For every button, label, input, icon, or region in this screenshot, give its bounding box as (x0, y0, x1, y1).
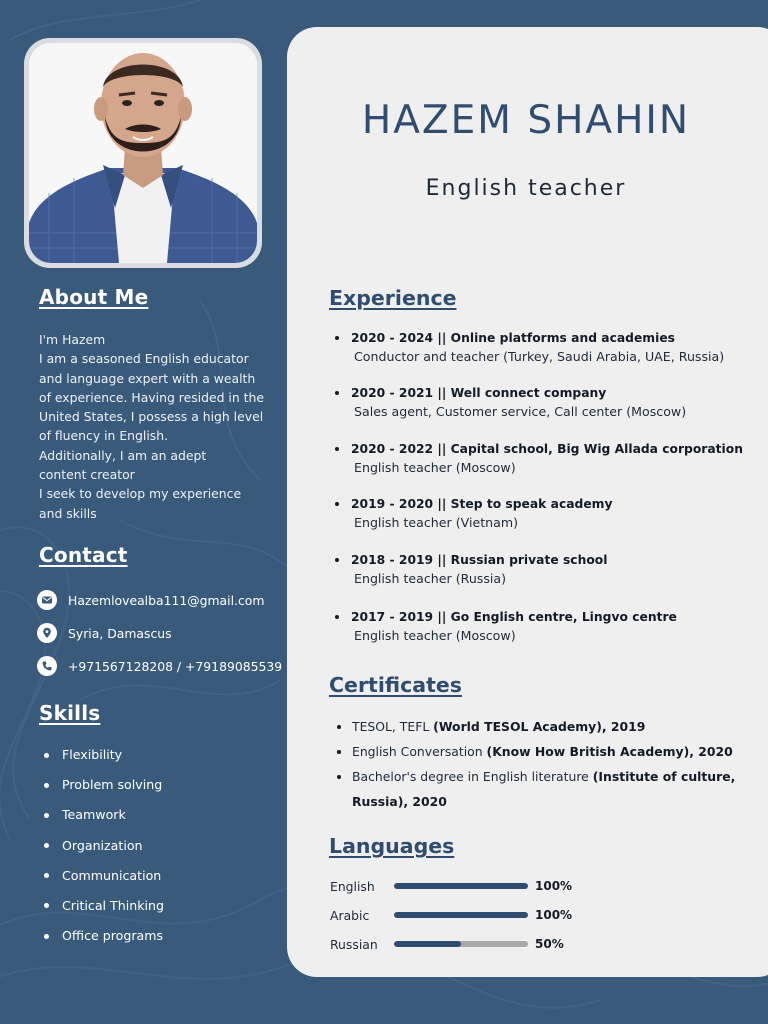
certificate-item (337, 739, 737, 764)
bullet-icon (335, 558, 339, 562)
contact-phone-text[interactable]: +971567128208 / +79189085539 (68, 658, 283, 674)
skill-item (41, 836, 164, 866)
bullet-icon (44, 813, 49, 818)
language-percent: 100% (535, 879, 573, 893)
language-level-bar (394, 912, 528, 918)
skill-label: Problem solving (62, 777, 163, 793)
skill-label: Flexibility (62, 747, 123, 762)
contact-location (37, 622, 172, 644)
profile-photo (29, 43, 257, 263)
bullet-icon (335, 447, 339, 451)
bullet-icon (335, 336, 339, 340)
certificates-list (337, 714, 737, 814)
bullet-icon (335, 391, 339, 395)
skill-label: Teamwork (62, 807, 126, 823)
experience-detail: English teacher (Moscow) (354, 460, 516, 475)
language-name: Russian (330, 936, 378, 952)
skills-heading: Skills (39, 701, 101, 725)
language-row (330, 934, 564, 954)
about-line: United States, I possess a high level (39, 409, 264, 425)
experience-detail: Sales agent, Customer service, Call center (Moscow) (354, 404, 687, 419)
language-name: English (330, 878, 375, 894)
certificate-item (337, 714, 737, 739)
language-level-fill (394, 883, 528, 889)
bullet-icon (44, 753, 49, 758)
certificate-issuer: (Know How British Academy), 2020 (486, 744, 733, 759)
about-heading: About Me (39, 285, 149, 309)
experience-title: 2020 - 2024 || Online platforms and academies (351, 331, 675, 345)
experience-detail: English teacher (Vietnam) (354, 515, 519, 530)
about-line: I am a seasoned English educator (39, 351, 249, 367)
experience-detail: English teacher (Moscow) (354, 628, 516, 643)
skill-item (41, 745, 164, 775)
bullet-icon (337, 775, 341, 779)
experience-item (335, 553, 755, 586)
experience-title: 2020 - 2022 || Capital school, Big Wig Allada corporation (351, 442, 743, 456)
bullet-icon (337, 725, 341, 729)
skill-label: Critical Thinking (62, 897, 164, 913)
about-line: of experience. Having resided in the (39, 389, 264, 405)
experience-detail: Conductor and teacher (Turkey, Saudi Arabia, UAE, Russia) (354, 349, 725, 364)
bullet-icon (44, 843, 49, 848)
about-line: of fluency in English. (39, 428, 169, 444)
bullet-icon (44, 873, 49, 878)
skill-label: Communication (62, 867, 162, 883)
languages-heading: Languages (329, 834, 455, 858)
experience-item (335, 442, 755, 475)
bullet-icon (335, 502, 339, 506)
language-row (330, 876, 572, 896)
experience-item (335, 610, 755, 643)
language-level-bar (394, 883, 528, 889)
skill-item (41, 866, 164, 896)
skill-label: Organization (62, 837, 143, 853)
skill-item (41, 926, 164, 956)
experience-item (335, 386, 755, 419)
experience-detail: English teacher (Russia) (354, 571, 507, 586)
certificates-heading: Certificates (329, 673, 462, 697)
bullet-icon (44, 783, 49, 788)
contact-phone (37, 655, 282, 677)
skill-item (41, 775, 164, 805)
skills-list (41, 745, 164, 956)
experience-title: 2020 - 2021 || Well connect company (351, 386, 607, 400)
language-row (330, 905, 572, 925)
certificate-item (337, 764, 737, 814)
about-line: I seek to develop my experience (39, 486, 242, 502)
envelope-icon (37, 590, 57, 610)
experience-title: 2018 - 2019 || Russian private school (351, 553, 608, 567)
profile-role: English teacher (425, 176, 627, 201)
about-line: and skills (39, 505, 97, 521)
experience-item (335, 331, 755, 364)
language-percent: 100% (535, 908, 573, 922)
profile-name: HAZEM SHAHIN (361, 98, 691, 143)
about-text (39, 330, 274, 523)
experience-item (335, 497, 755, 530)
contact-heading: Contact (39, 543, 128, 567)
certificate-name: English Conversation (352, 744, 487, 759)
skill-item (41, 896, 164, 926)
language-level-bar (394, 941, 528, 947)
experience-heading: Experience (329, 286, 457, 310)
bullet-icon (44, 934, 49, 939)
certificate-issuer: (Institute of culture, Russia), 2020 (352, 769, 736, 809)
language-name: Arabic (330, 907, 370, 923)
about-line: Additionally, I am an adept (39, 447, 207, 463)
contact-email (37, 589, 264, 611)
bullet-icon (335, 615, 339, 619)
skill-item (41, 805, 164, 835)
location-pin-icon (37, 623, 57, 643)
language-level-fill (394, 912, 528, 918)
contact-location-text: Syria, Damascus (68, 625, 172, 641)
certificate-issuer: (World TESOL Academy), 2019 (433, 719, 646, 734)
certificate-name: TESOL, TEFL (352, 719, 434, 734)
phone-icon (37, 656, 57, 676)
experience-title: 2019 - 2020 || Step to speak academy (351, 497, 613, 511)
language-percent: 50% (535, 937, 564, 951)
about-line: content creator (39, 467, 135, 483)
language-level-fill (394, 941, 461, 947)
about-line: I'm Hazem (39, 332, 106, 347)
experience-title: 2017 - 2019 || Go English centre, Lingvo centre (351, 610, 677, 624)
bullet-icon (337, 750, 341, 754)
profile-photo-frame (24, 38, 262, 268)
bullet-icon (44, 903, 49, 908)
certificate-name: Bachelor's degree in English literature (352, 769, 593, 784)
about-line: and language expert with a wealth (39, 370, 256, 386)
contact-email-text[interactable]: Hazemlovealba111@gmail.com (68, 592, 265, 608)
skill-label: Office programs (62, 928, 164, 944)
